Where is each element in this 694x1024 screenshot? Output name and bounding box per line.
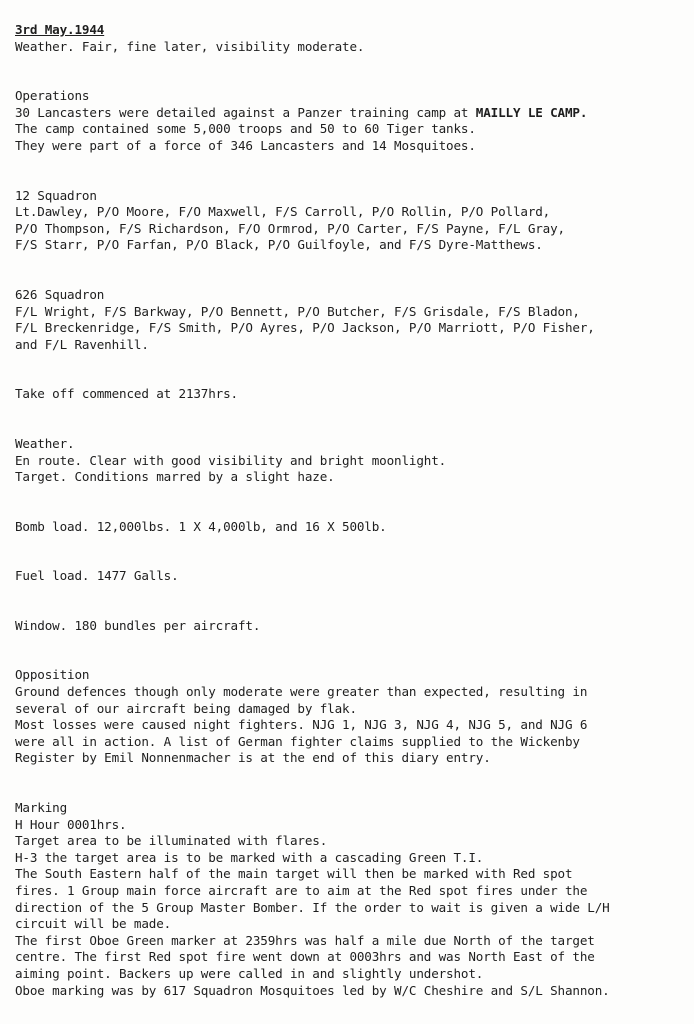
marking-line: H Hour 0001hrs.	[15, 816, 127, 832]
marking-section	[15, 800, 676, 999]
squadron-12-crew-line: F/S Starr, P/O Farfan, P/O Black, P/O Guilfoyle, and F/S Dyre-Matthews.	[15, 237, 543, 253]
weather-summary: Weather. Fair, fine later, visibility moderate.	[15, 38, 365, 54]
takeoff-time: Take off commenced at 2137hrs.	[15, 386, 238, 402]
fuel-load: Fuel load. 1477 Galls.	[15, 568, 179, 584]
opposition-line: Register by Emil Nonnenmacher is at the end of this diary entry.	[15, 750, 491, 766]
marking-line: aiming point. Backers up were called in and slightly undershot.	[15, 965, 484, 981]
opposition-section	[15, 667, 676, 767]
marking-line: The South Eastern half of the main target will then be marked with Red spot	[15, 866, 573, 882]
window-bundles: Window. 180 bundles per aircraft.	[15, 617, 261, 633]
entry-date: 3rd May.1944	[15, 22, 105, 37]
marking-line: fires. 1 Group main force aircraft are to aim at the Red spot fires under the	[15, 883, 588, 898]
squadron-626-crew-line: and F/L Ravenhill.	[15, 336, 149, 352]
squadron-12-crew-line: Lt.Dawley, P/O Moore, F/O Maxwell, F/S Carroll, P/O Rollin, P/O Pollard,	[15, 204, 551, 220]
weather-section	[15, 436, 676, 486]
opposition-line: Ground defences though only moderate were greater than expected, resulting in	[15, 684, 588, 700]
opposition-line: Most losses were caused night fighters. NJG 1, NJG 3, NJG 4, NJG 5, and NJG 6	[15, 717, 588, 733]
opposition-line: several of our aircraft being damaged by flak.	[15, 700, 357, 716]
marking-line: circuit will be made.	[15, 916, 172, 932]
squadron-626-heading: 626 Squadron	[15, 286, 105, 302]
marking-line: Target area to be illuminated with flares.	[15, 833, 328, 849]
opposition-heading: Opposition	[15, 667, 90, 683]
bomb-load: Bomb load. 12,000lbs. 1 X 4,000lb, and 16 X 500lb.	[15, 518, 387, 534]
weather-target: Target. Conditions marred by a slight haze.	[15, 469, 335, 485]
weather-enroute: En route. Clear with good visibility and bright moonlight.	[15, 452, 447, 468]
operations-section	[15, 88, 676, 154]
squadron-626-section	[15, 287, 676, 353]
operations-line-1-text: 30 Lancasters were detailed against a Panzer training camp at	[15, 104, 476, 120]
marking-line: Oboe marking was by 617 Squadron Mosquitoes led by W/C Cheshire and S/L Shannon.	[15, 982, 610, 998]
marking-line: The first Oboe Green marker at 2359hrs was half a mile due North of the target	[15, 932, 595, 948]
operations-line-1	[15, 105, 676, 122]
squadron-12-section	[15, 188, 676, 254]
marking-line: centre. The first Red spot fire went down at 0003hrs and was North East of the	[15, 949, 595, 965]
squadron-626-crew-line: F/L Breckenridge, F/S Smith, P/O Ayres, P/O Jackson, P/O Marriott, P/O Fisher,	[15, 320, 595, 336]
opposition-line: were all in action. A list of German fighter claims supplied to the Wickenby	[15, 733, 580, 749]
operations-line-2: The camp contained some 5,000 troops and 50 to 60 Tiger tanks.	[15, 121, 476, 137]
squadron-12-heading: 12 Squadron	[15, 187, 97, 203]
squadron-12-crew-line: P/O Thompson, F/S Richardson, F/O Ormrod, P/O Carter, F/S Payne, F/L Gray,	[15, 220, 565, 236]
target-name: MAILLY LE CAMP.	[475, 104, 588, 120]
operations-heading: Operations	[15, 88, 90, 104]
marking-line: direction of the 5 Group Master Bomber. If the order to wait is given a wide L/H	[15, 899, 610, 915]
marking-heading: Marking	[15, 800, 68, 816]
squadron-626-crew-line: F/L Wright, F/S Barkway, P/O Bennett, P/O Butcher, F/S Grisdale, F/S Bladon,	[15, 303, 580, 319]
operations-line-3: They were part of a force of 346 Lancasters and 14 Mosquitoes.	[15, 137, 476, 153]
marking-line: H-3 the target area is to be marked with a cascading Green T.I.	[15, 849, 484, 865]
weather-heading: Weather.	[15, 435, 75, 451]
